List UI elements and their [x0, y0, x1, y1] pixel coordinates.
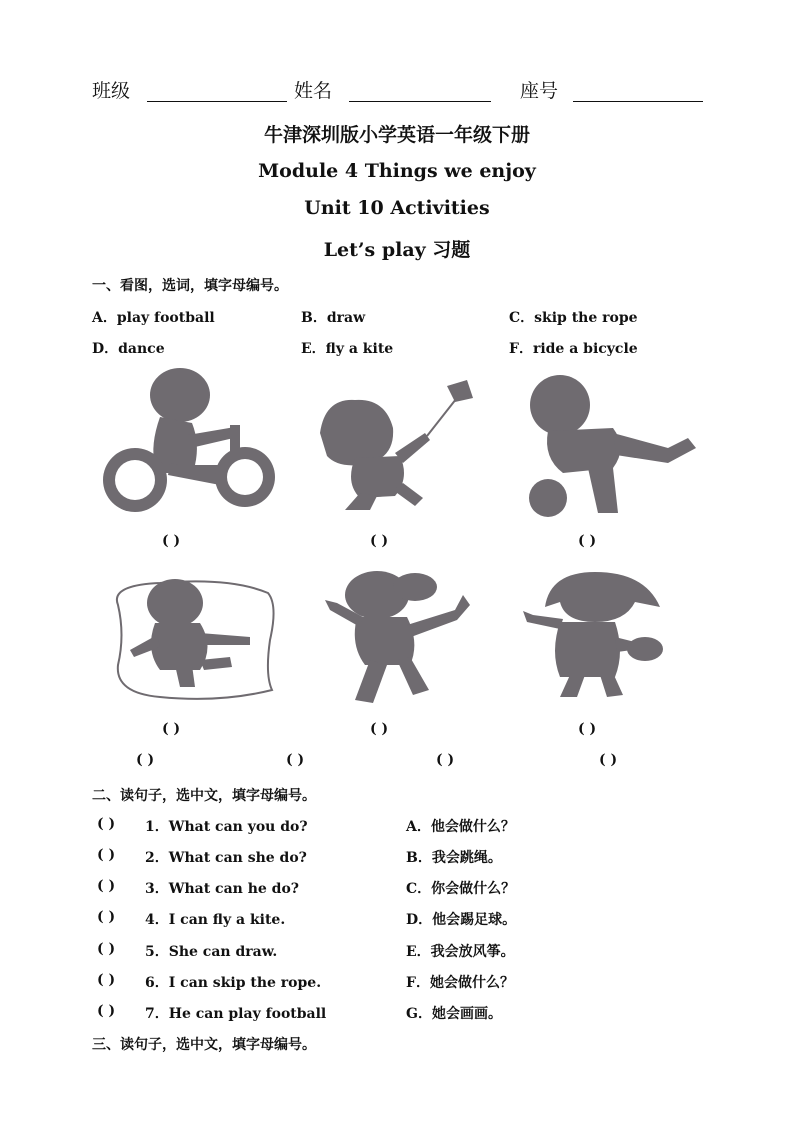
answer-blank[interactable]: ( ): [97, 1003, 116, 1019]
chinese-option: E．我会放风筝。: [406, 944, 515, 960]
lesson-title: Let’s play 习题: [323, 239, 471, 261]
name-blank[interactable]: [349, 101, 491, 102]
unit-title: Unit 10 Activities: [304, 197, 490, 219]
answer-blank-pic6[interactable]: ( ): [578, 721, 597, 737]
english-sentence: 3．What can he do?: [145, 881, 299, 897]
seat-label: 座号: [520, 80, 559, 102]
option-f: F．ride a bicycle: [509, 341, 638, 357]
student-info-line: [92, 76, 712, 106]
section1-instruction: 一、看图，选词，填字母编号。: [92, 278, 288, 294]
matching-row: [97, 909, 617, 929]
english-sentence: 2．What can she do?: [145, 850, 307, 866]
answer-blank[interactable]: ( ): [97, 972, 116, 988]
chinese-option: F．她会做什么？: [406, 975, 514, 991]
answer-blank[interactable]: ( ): [97, 816, 116, 832]
matching-row: [97, 972, 617, 992]
skip-rope-silhouette: [100, 565, 290, 705]
draw-silhouette: [515, 567, 675, 700]
matching-row: [97, 878, 617, 898]
chinese-option: A．他会做什么？: [406, 819, 515, 835]
answer-blank[interactable]: ( ): [97, 847, 116, 863]
ride-bicycle-silhouette: [100, 365, 275, 520]
chinese-option: C．你会做什么？: [406, 881, 516, 897]
seat-blank[interactable]: [573, 101, 703, 102]
answer-blank-pic4[interactable]: ( ): [162, 721, 181, 737]
extra-blank-3[interactable]: ( ): [436, 752, 455, 768]
class-label: 班级: [92, 80, 131, 102]
answer-blank[interactable]: ( ): [97, 909, 116, 925]
name-label: 姓名: [294, 80, 333, 102]
section3-instruction: 三、读句子，选中文，填字母编号。: [92, 1037, 316, 1053]
module-title: Module 4 Things we enjoy: [258, 160, 536, 182]
dance-silhouette: [315, 565, 490, 710]
chinese-option: D．他会踢足球。: [406, 912, 517, 928]
chinese-option: G．她会画画。: [406, 1006, 502, 1022]
extra-blank-4[interactable]: ( ): [599, 752, 618, 768]
english-sentence: 5．She can draw.: [145, 944, 278, 960]
answer-blank-pic5[interactable]: ( ): [370, 721, 389, 737]
section2-instruction: 二、读句子，选中文，填字母编号。: [92, 788, 316, 804]
fly-kite-silhouette: [315, 378, 490, 513]
english-sentence: 1．What can you do?: [145, 819, 308, 835]
matching-row: [97, 847, 617, 867]
matching-row: [97, 816, 617, 836]
english-sentence: 6．I can skip the rope.: [145, 975, 322, 991]
option-b: B．draw: [301, 310, 366, 326]
option-e: E．fly a kite: [301, 341, 394, 357]
book-title: 牛津深圳版小学英语一年级下册: [263, 124, 530, 146]
answer-blank-pic1[interactable]: ( ): [162, 533, 181, 549]
extra-blank-2[interactable]: ( ): [286, 752, 305, 768]
chinese-option: B．我会跳绳。: [406, 850, 502, 866]
matching-row: [97, 1003, 617, 1023]
answer-blank[interactable]: ( ): [97, 941, 116, 957]
english-sentence: 4．I can fly a kite.: [145, 912, 286, 928]
answer-blank-pic2[interactable]: ( ): [370, 533, 389, 549]
option-d: D．dance: [92, 341, 165, 357]
english-sentence: 7．He can play football: [145, 1006, 327, 1022]
play-football-silhouette: [518, 373, 700, 518]
option-c: C．skip the rope: [509, 310, 638, 326]
extra-blank-1[interactable]: ( ): [136, 752, 155, 768]
option-a: A．play football: [92, 310, 215, 326]
answer-blank-pic3[interactable]: ( ): [578, 533, 597, 549]
class-blank[interactable]: [147, 101, 287, 102]
matching-row: [97, 941, 617, 961]
answer-blank[interactable]: ( ): [97, 878, 116, 894]
